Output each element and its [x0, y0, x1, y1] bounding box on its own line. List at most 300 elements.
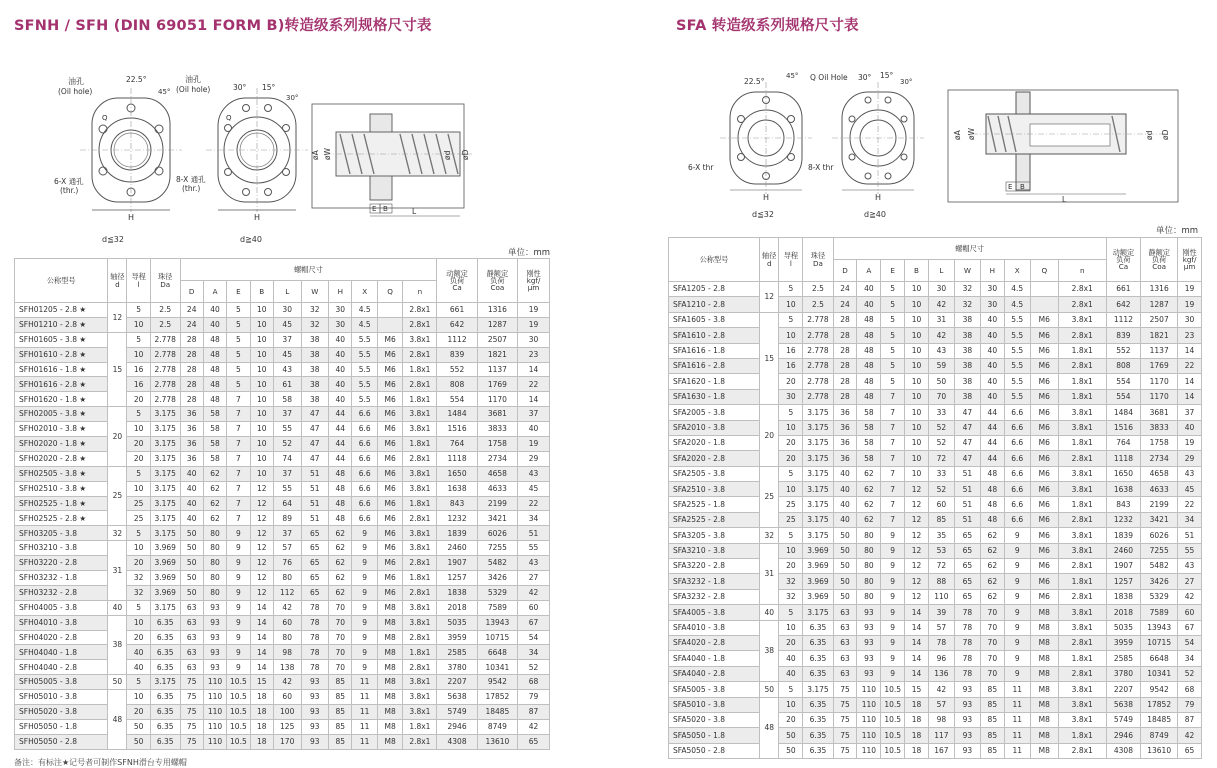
right-drawings: [686, 62, 1186, 231]
data-cell: M8: [377, 675, 402, 690]
data-cell: 10: [779, 620, 803, 635]
data-cell: 3.969: [150, 556, 180, 571]
data-cell: 28: [833, 374, 857, 389]
data-cell: 87: [518, 705, 550, 720]
table-row: [669, 712, 1202, 727]
data-cell: 5482: [1141, 559, 1178, 574]
data-cell: 58: [203, 437, 226, 452]
svg-text:30°: 30°: [900, 78, 913, 86]
data-cell: 51: [518, 526, 550, 541]
data-cell: 48: [980, 512, 1004, 527]
data-cell: 4633: [477, 481, 517, 496]
model-cell: SFH01620 - 1.8 ★: [15, 392, 108, 407]
data-cell: 5.5: [352, 332, 377, 347]
data-cell: 65: [954, 528, 980, 543]
data-cell: 5.5: [1004, 358, 1030, 373]
data-cell: 48: [329, 511, 352, 526]
data-cell: 52: [928, 420, 954, 435]
data-cell: 43: [273, 362, 301, 377]
data-cell: 3421: [1141, 512, 1178, 527]
data-cell: 12: [250, 541, 273, 556]
shaft-diameter-cell: 32: [108, 526, 127, 541]
data-cell: 50: [180, 571, 203, 586]
data-cell: 50: [180, 585, 203, 600]
table-row: [669, 435, 1202, 450]
header-nut-col: D: [833, 260, 857, 282]
data-cell: 36: [180, 422, 203, 437]
data-cell: 67: [518, 615, 550, 630]
model-cell: SFA5010 - 3.8: [669, 697, 760, 712]
data-cell: 38: [301, 362, 329, 377]
svg-text:øA: øA: [953, 130, 962, 140]
data-cell: 40: [203, 303, 226, 318]
data-cell: 138: [273, 660, 301, 675]
data-cell: 20: [127, 451, 150, 466]
data-cell: 3.175: [803, 682, 833, 697]
svg-text:B: B: [1020, 183, 1025, 191]
data-cell: 5: [127, 303, 150, 318]
data-cell: 3.175: [803, 497, 833, 512]
data-cell: 40: [833, 497, 857, 512]
data-cell: 7255: [1141, 543, 1178, 558]
data-cell: 28: [180, 362, 203, 377]
svg-text:(Oil hole): (Oil hole): [58, 87, 93, 96]
data-cell: 36: [833, 435, 857, 450]
data-cell: 3.969: [150, 585, 180, 600]
header-dynamic: 动额定 负荷 Ca: [437, 259, 477, 303]
data-cell: 36: [180, 451, 203, 466]
data-cell: 2.8x1: [403, 630, 437, 645]
data-cell: 10.5: [227, 675, 250, 690]
table-row: [669, 528, 1202, 543]
data-cell: 20: [127, 705, 150, 720]
data-cell: 62: [857, 482, 881, 497]
data-cell: 70: [928, 389, 954, 404]
data-cell: 65: [301, 556, 329, 571]
header-nut: 螺帽尺寸: [833, 238, 1106, 260]
data-cell: 13943: [1141, 620, 1178, 635]
data-cell: 5: [127, 600, 150, 615]
data-cell: M8: [1030, 697, 1058, 712]
data-cell: 3.175: [150, 407, 180, 422]
table-row: [669, 374, 1202, 389]
data-cell: 3.8x1: [403, 526, 437, 541]
svg-text:(thr.): (thr.): [182, 184, 201, 193]
data-cell: 24: [180, 317, 203, 332]
data-cell: 28: [833, 358, 857, 373]
sfa-side-view: [948, 90, 1178, 204]
data-cell: 6648: [1141, 651, 1178, 666]
data-cell: 3.175: [150, 451, 180, 466]
table-row: [669, 405, 1202, 420]
data-cell: M8: [1030, 682, 1058, 697]
data-cell: 2.8x1: [403, 377, 437, 392]
data-cell: 75: [180, 690, 203, 705]
data-cell: 10: [127, 690, 150, 705]
data-cell: 10: [250, 377, 273, 392]
shaft-diameter-cell: 50: [759, 682, 778, 697]
data-cell: M8: [1030, 712, 1058, 727]
data-cell: 25: [779, 512, 803, 527]
data-cell: 9: [227, 556, 250, 571]
shaft-diameter-cell: 38: [759, 620, 778, 682]
data-cell: 3.8x1: [1058, 482, 1106, 497]
data-cell: 2.8x1: [403, 347, 437, 362]
data-cell: 70: [980, 620, 1004, 635]
data-cell: 1769: [1141, 358, 1178, 373]
data-cell: 110: [203, 690, 226, 705]
data-cell: 30: [329, 317, 352, 332]
data-cell: 93: [857, 666, 881, 681]
data-cell: 9: [1004, 559, 1030, 574]
data-cell: 48: [857, 328, 881, 343]
data-cell: 1821: [1141, 328, 1178, 343]
data-cell: 170: [273, 734, 301, 749]
data-cell: 6.35: [803, 728, 833, 743]
svg-text:15°: 15°: [262, 83, 276, 92]
data-cell: 47: [954, 451, 980, 466]
data-cell: 58: [857, 451, 881, 466]
model-cell: SFH02525 - 2.8 ★: [15, 511, 108, 526]
data-cell: 112: [273, 585, 301, 600]
data-cell: 35: [928, 528, 954, 543]
data-cell: 11: [1004, 728, 1030, 743]
data-cell: 1.8x1: [403, 645, 437, 660]
data-cell: 60: [928, 497, 954, 512]
data-cell: 50: [833, 559, 857, 574]
data-cell: M6: [377, 437, 402, 452]
data-cell: M6: [1030, 358, 1058, 373]
data-cell: 10: [250, 362, 273, 377]
data-cell: 96: [928, 651, 954, 666]
data-cell: 9: [227, 526, 250, 541]
model-cell: SFA2510 - 3.8: [669, 482, 760, 497]
data-cell: 12: [905, 482, 929, 497]
data-cell: 5638: [437, 690, 477, 705]
data-cell: 9: [1004, 574, 1030, 589]
data-cell: 98: [273, 645, 301, 660]
data-cell: 1758: [477, 437, 517, 452]
data-cell: 2.8x1: [1058, 666, 1106, 681]
data-cell: 75: [833, 728, 857, 743]
model-cell: SFA4020 - 2.8: [669, 635, 760, 650]
data-cell: 40: [833, 466, 857, 481]
data-cell: 68: [518, 675, 550, 690]
data-cell: 7: [881, 389, 905, 404]
data-cell: 2.8x1: [403, 556, 437, 571]
header-nut-col: B: [905, 260, 929, 282]
data-cell: 3.8x1: [1058, 405, 1106, 420]
data-cell: 42: [1178, 728, 1202, 743]
data-cell: 6.6: [1004, 420, 1030, 435]
header-shaft: 轴径 d: [759, 238, 778, 282]
data-cell: 48: [857, 343, 881, 358]
shaft-diameter-cell: 20: [108, 407, 127, 467]
data-cell: [377, 303, 402, 318]
data-cell: 23: [1178, 328, 1202, 343]
svg-text:6-X thr: 6-X thr: [688, 163, 714, 172]
data-cell: M6: [1030, 528, 1058, 543]
data-cell: [1030, 282, 1058, 297]
data-cell: 24: [180, 303, 203, 318]
data-cell: 58: [203, 407, 226, 422]
data-cell: 44: [980, 405, 1004, 420]
data-cell: 3.969: [150, 541, 180, 556]
data-cell: 48: [980, 497, 1004, 512]
header-nut-col: L: [928, 260, 954, 282]
data-cell: 5: [881, 312, 905, 327]
data-cell: 98: [928, 712, 954, 727]
data-cell: 14: [1178, 389, 1202, 404]
data-cell: 9: [352, 630, 377, 645]
data-cell: 4658: [1141, 466, 1178, 481]
model-cell: SFH02510 - 3.8 ★: [15, 481, 108, 496]
data-cell: 93: [203, 660, 226, 675]
table-row: [669, 358, 1202, 373]
data-cell: 65: [954, 559, 980, 574]
data-cell: 11: [352, 705, 377, 720]
data-cell: 72: [928, 559, 954, 574]
data-cell: 1516: [437, 422, 477, 437]
svg-text:(thr.): (thr.): [60, 186, 79, 195]
data-cell: 2507: [477, 332, 517, 347]
data-cell: M8: [1030, 743, 1058, 758]
data-cell: 93: [857, 635, 881, 650]
data-cell: 63: [833, 605, 857, 620]
data-cell: 19: [518, 303, 550, 318]
data-cell: 11: [352, 675, 377, 690]
data-cell: 7: [881, 405, 905, 420]
left-spec-table: [14, 258, 550, 750]
data-cell: M6: [377, 377, 402, 392]
data-cell: 78: [301, 615, 329, 630]
table-row: [669, 682, 1202, 697]
data-cell: 30: [928, 282, 954, 297]
table-row: [15, 645, 550, 660]
header-static: 静额定 负荷 Coa: [477, 259, 517, 303]
data-cell: 3.8x1: [403, 675, 437, 690]
data-cell: 42: [1178, 589, 1202, 604]
model-cell: SFH02020 - 2.8 ★: [15, 451, 108, 466]
data-cell: 80: [273, 571, 301, 586]
header-rigidity: 刚性 kgf/ μm: [1178, 238, 1202, 282]
data-cell: 75: [180, 675, 203, 690]
table-row: [669, 343, 1202, 358]
data-cell: 110: [857, 712, 881, 727]
data-cell: 62: [329, 585, 352, 600]
header-nut-col: X: [352, 281, 377, 303]
data-cell: 70: [329, 615, 352, 630]
data-cell: 5035: [1106, 620, 1141, 635]
data-cell: 1484: [1106, 405, 1141, 420]
data-cell: 28: [180, 332, 203, 347]
data-cell: 5: [779, 405, 803, 420]
data-cell: 1516: [1106, 420, 1141, 435]
data-cell: 1.8x1: [403, 719, 437, 734]
data-cell: 10: [127, 317, 150, 332]
data-cell: 28: [833, 343, 857, 358]
model-cell: SFA3205 - 3.8: [669, 528, 760, 543]
data-cell: 50: [833, 589, 857, 604]
data-cell: 38: [954, 358, 980, 373]
data-cell: 2.5: [150, 317, 180, 332]
data-cell: 10: [250, 451, 273, 466]
data-cell: 7255: [477, 541, 517, 556]
model-cell: SFH04040 - 1.8: [15, 645, 108, 660]
data-cell: 2946: [1106, 728, 1141, 743]
data-cell: 9: [227, 630, 250, 645]
data-cell: 6.35: [150, 660, 180, 675]
right-unit-label: 单位：mm: [1156, 226, 1199, 236]
table-row: [669, 297, 1202, 312]
data-cell: 29: [518, 451, 550, 466]
data-cell: 1907: [437, 556, 477, 571]
data-cell: 25: [127, 496, 150, 511]
model-cell: SFH03210 - 3.8: [15, 541, 108, 556]
data-cell: 20: [127, 630, 150, 645]
data-cell: 9: [227, 660, 250, 675]
data-cell: 3.175: [803, 466, 833, 481]
data-cell: 42: [518, 585, 550, 600]
data-cell: 15: [905, 682, 929, 697]
data-cell: 80: [203, 556, 226, 571]
data-cell: 9: [227, 645, 250, 660]
data-cell: 10: [250, 392, 273, 407]
data-cell: 61: [273, 377, 301, 392]
data-cell: 43: [518, 556, 550, 571]
data-cell: 14: [905, 635, 929, 650]
data-cell: 1316: [477, 303, 517, 318]
svg-text:B: B: [383, 205, 388, 213]
model-cell: SFA1630 - 1.8: [669, 389, 760, 404]
data-cell: 40: [180, 481, 203, 496]
data-cell: 13610: [477, 734, 517, 749]
table-row: [15, 332, 550, 347]
data-cell: 2.778: [150, 392, 180, 407]
data-cell: 93: [203, 645, 226, 660]
data-cell: 2018: [1106, 605, 1141, 620]
data-cell: 80: [857, 528, 881, 543]
model-cell: SFH01616 - 2.8 ★: [15, 377, 108, 392]
data-cell: 11: [352, 690, 377, 705]
svg-text:ød: ød: [1145, 130, 1154, 140]
data-cell: 2.5: [803, 282, 833, 297]
data-cell: 2460: [1106, 543, 1141, 558]
data-cell: 554: [1106, 389, 1141, 404]
shaft-diameter-cell: 25: [759, 466, 778, 528]
data-cell: 5.5: [1004, 389, 1030, 404]
model-cell: SFA2525 - 2.8: [669, 512, 760, 527]
data-cell: 2507: [1141, 312, 1178, 327]
model-cell: SFA1616 - 1.8: [669, 343, 760, 358]
data-cell: 17852: [1141, 697, 1178, 712]
svg-text:30°: 30°: [858, 73, 872, 82]
data-cell: 50: [127, 734, 150, 749]
data-cell: M8: [1030, 651, 1058, 666]
data-cell: M6: [377, 422, 402, 437]
data-cell: 2.778: [803, 374, 833, 389]
data-cell: 642: [1106, 297, 1141, 312]
data-cell: 110: [857, 728, 881, 743]
header-ball: 珠径 Da: [150, 259, 180, 303]
data-cell: 62: [857, 466, 881, 481]
data-cell: 42: [273, 675, 301, 690]
svg-text:油孔: 油孔: [185, 75, 201, 84]
data-cell: 85: [980, 712, 1004, 727]
data-cell: 9: [227, 600, 250, 615]
data-cell: 2.8x1: [403, 511, 437, 526]
model-cell: SFH04040 - 2.8: [15, 660, 108, 675]
svg-text:øW: øW: [967, 127, 976, 140]
data-cell: 17852: [477, 690, 517, 705]
data-cell: 11: [352, 734, 377, 749]
model-cell: SFA1620 - 1.8: [669, 374, 760, 389]
data-cell: 1650: [437, 466, 477, 481]
data-cell: 18485: [477, 705, 517, 720]
data-cell: 2.778: [150, 362, 180, 377]
data-cell: 5.5: [352, 377, 377, 392]
data-cell: 6.35: [150, 705, 180, 720]
data-cell: 70: [329, 660, 352, 675]
data-cell: M8: [377, 690, 402, 705]
data-cell: 2.8x1: [1058, 559, 1106, 574]
data-cell: 34: [518, 511, 550, 526]
sfa-flange-small: [688, 72, 812, 219]
data-cell: 10: [779, 328, 803, 343]
data-cell: 3.969: [803, 574, 833, 589]
data-cell: 4308: [437, 734, 477, 749]
data-cell: 9: [352, 615, 377, 630]
data-cell: 3.175: [803, 435, 833, 450]
data-cell: 85: [980, 682, 1004, 697]
model-cell: SFA2005 - 3.8: [669, 405, 760, 420]
header-nut-col: n: [403, 281, 437, 303]
data-cell: 12: [905, 528, 929, 543]
data-cell: 68: [1178, 682, 1202, 697]
table-row: [15, 571, 550, 586]
table-row: [669, 282, 1202, 297]
table-row: [669, 620, 1202, 635]
data-cell: 25: [127, 511, 150, 526]
data-cell: 3.175: [150, 481, 180, 496]
data-cell: 3780: [1106, 666, 1141, 681]
data-cell: 48: [857, 312, 881, 327]
data-cell: 80: [203, 541, 226, 556]
data-cell: 3681: [1141, 405, 1178, 420]
data-cell: 10: [905, 420, 929, 435]
data-cell: 44: [329, 422, 352, 437]
data-cell: 75: [180, 719, 203, 734]
data-cell: 2018: [437, 600, 477, 615]
data-cell: 12: [250, 556, 273, 571]
data-cell: 48: [980, 482, 1004, 497]
data-cell: 28: [180, 377, 203, 392]
data-cell: 93: [301, 719, 329, 734]
model-cell: SFH01205 - 2.8 ★: [15, 303, 108, 318]
header-nut-col: Q: [1030, 260, 1058, 282]
data-cell: 12: [905, 574, 929, 589]
data-cell: 10: [250, 317, 273, 332]
data-cell: 43: [518, 466, 550, 481]
data-cell: 5482: [477, 556, 517, 571]
side-view-drawing: [311, 104, 472, 216]
data-cell: 2585: [1106, 651, 1141, 666]
data-cell: 5: [779, 682, 803, 697]
data-cell: 30: [980, 282, 1004, 297]
data-cell: 54: [1178, 635, 1202, 650]
footnote: 备注：有标注★记号者可制作SFNH滑台专用螺帽: [14, 758, 187, 767]
data-cell: 11: [1004, 682, 1030, 697]
